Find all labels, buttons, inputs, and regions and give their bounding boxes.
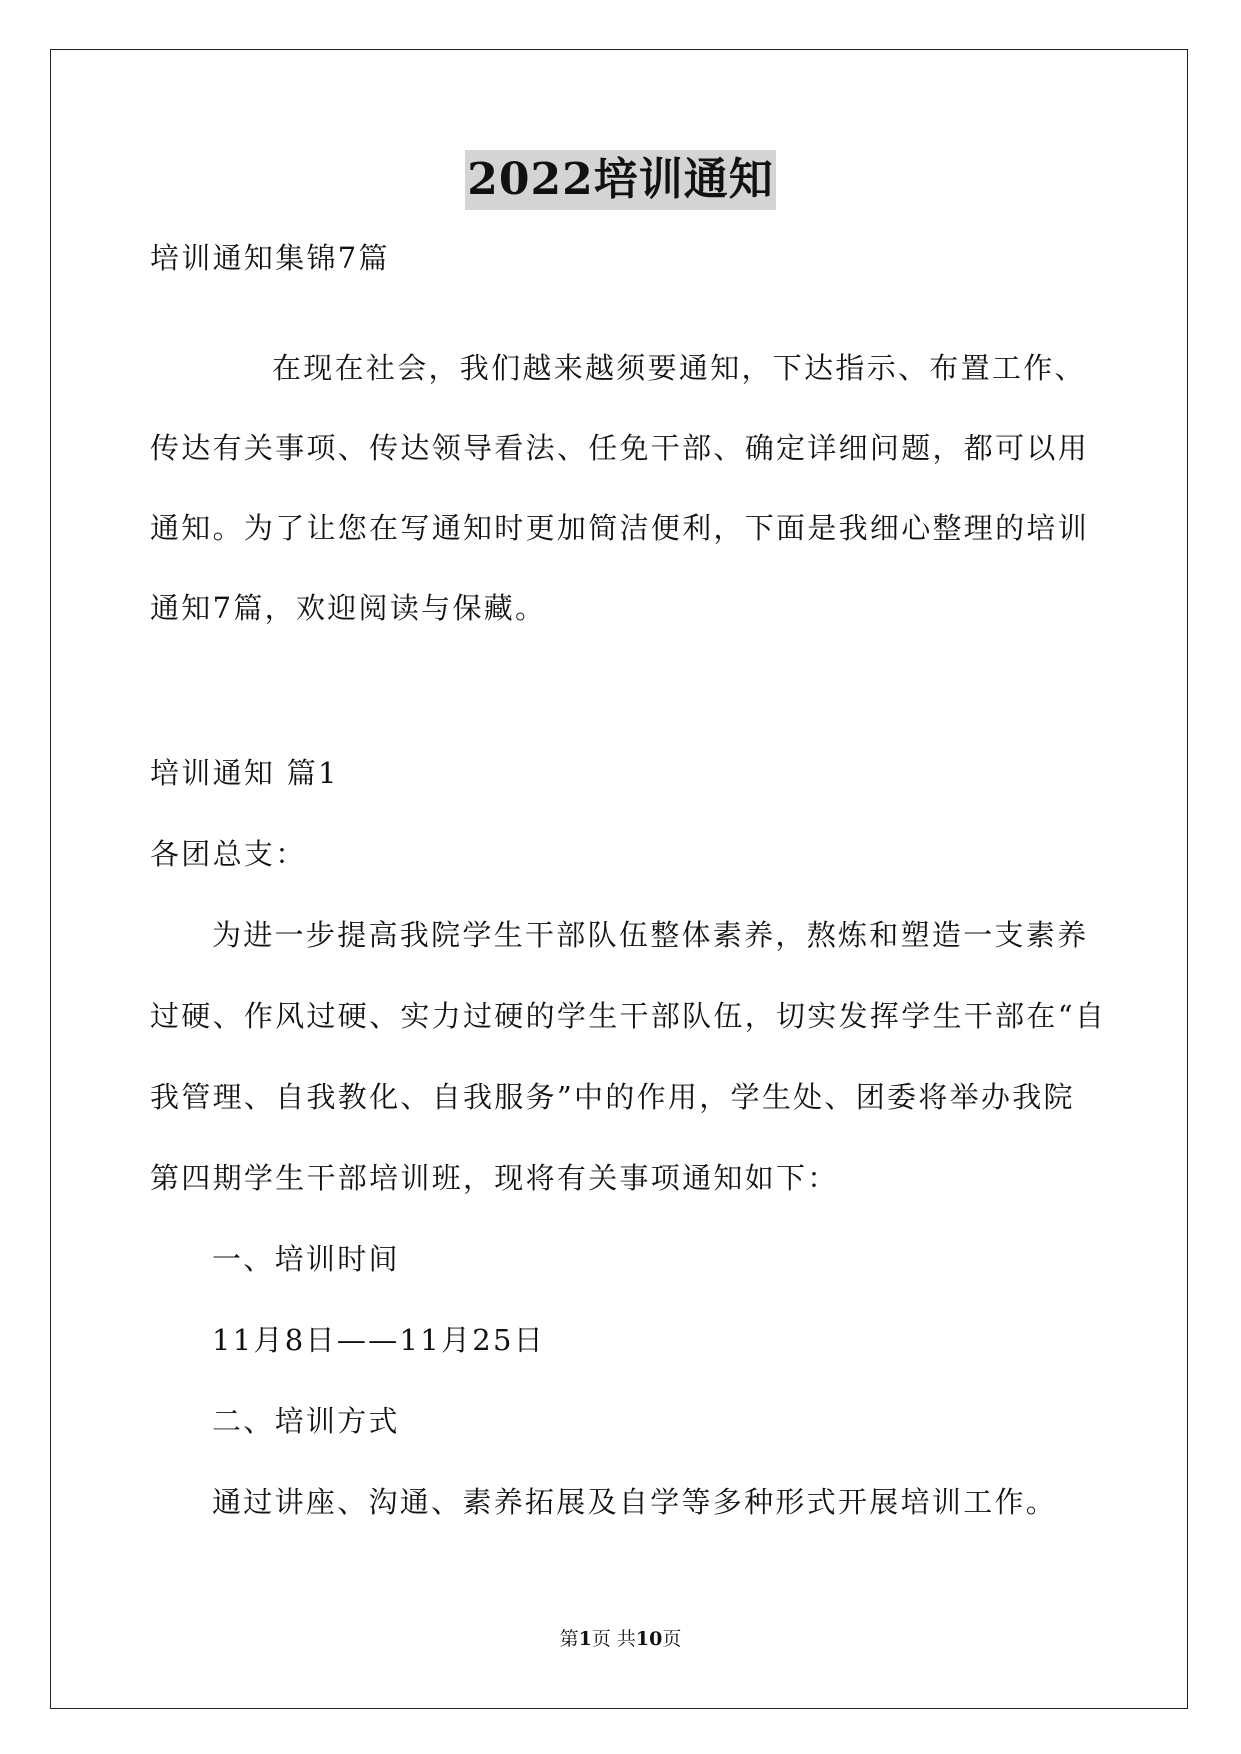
footer-total-pages: 10 <box>635 1628 663 1650</box>
page-footer <box>0 1627 1241 1651</box>
document-title: 2022培训通知 <box>465 150 775 210</box>
body-line-2: 过硬、作风过硬、实力过硬的学生干部队伍，切实发挥学生干部在“自 <box>150 999 1107 1033</box>
intro-line-1: 在现在社会，我们越来越须要通知，下达指示、布置工作、 <box>272 351 1086 385</box>
footer-page-mid: 页 共 <box>591 1628 636 1650</box>
item1-text: 11月8日——11月25日 <box>212 1323 546 1357</box>
item1-heading: 一、培训时间 <box>212 1242 400 1276</box>
intro-line-4: 通知7篇，欢迎阅读与保藏。 <box>150 591 547 625</box>
section-heading: 培训通知 篇1 <box>150 756 339 790</box>
footer-page-number: 1 <box>578 1628 592 1650</box>
intro-line-2: 传达有关事项、传达领导看法、任免干部、确定详细问题，都可以用 <box>150 431 1090 465</box>
title-container <box>0 150 1241 210</box>
page-border <box>50 49 1188 1709</box>
intro-line-3: 通知。为了让您在写通知时更加简洁便利，下面是我细心整理的培训 <box>150 511 1090 545</box>
body-line-4: 第四期学生干部培训班，现将有关事项通知如下： <box>150 1161 839 1195</box>
document-subtitle: 培训通知集锦7篇 <box>150 241 390 275</box>
body-line-1: 为进一步提高我院学生干部队伍整体素养，熬炼和塑造一支素养 <box>212 918 1089 952</box>
footer-page-suffix: 页 <box>662 1628 682 1650</box>
salutation: 各团总支： <box>150 837 307 871</box>
item2-text: 通过讲座、沟通、素养拓展及自学等多种形式开展培训工作。 <box>212 1485 1058 1519</box>
footer-page-prefix: 第 <box>559 1628 579 1650</box>
item2-heading: 二、培训方式 <box>212 1404 400 1438</box>
body-line-3: 我管理、自我教化、自我服务”中的作用，学生处、团委将举办我院 <box>150 1080 1075 1114</box>
